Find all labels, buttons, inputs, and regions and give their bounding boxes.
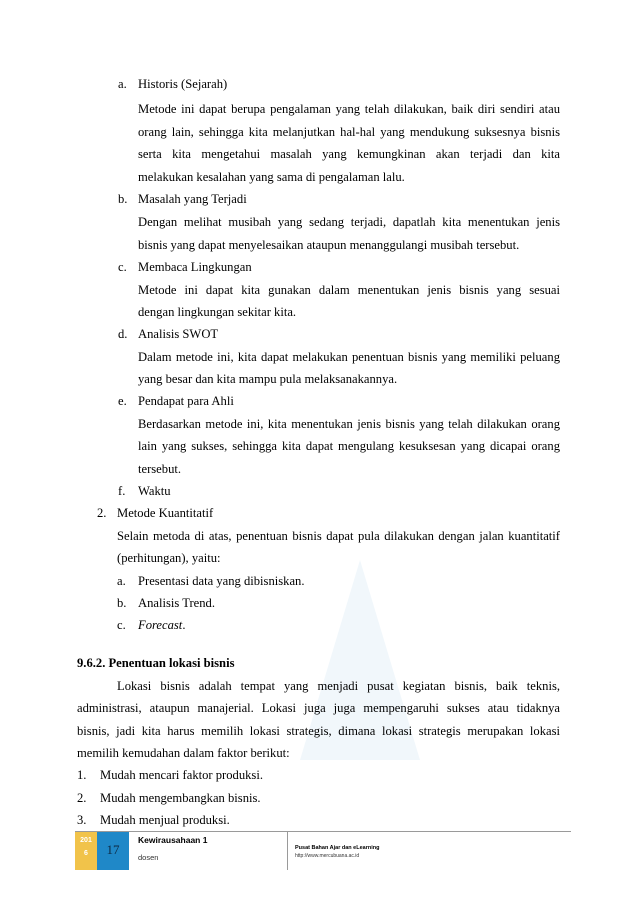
- list-item: Mudah mencari faktor produksi.: [100, 768, 263, 782]
- footer-separator: [287, 832, 288, 870]
- footer-rule: [75, 831, 571, 832]
- section-para-line: memilih kemudahan dalam faktor berikut:: [77, 746, 290, 760]
- sub-item-a: Presentasi data yang dibisniskan.: [138, 574, 305, 588]
- item-d-desc-line: yang besar dan kita mampu pula melaksanakannya.: [138, 372, 398, 386]
- list-item-number: 2.: [77, 791, 87, 805]
- item-c-title: Membaca Lingkungan: [138, 260, 252, 274]
- item-d-desc-line: Dalam metode ini, kita dapat melakukan penentuan bisnis yang memiliki peluang: [138, 350, 560, 364]
- sub-item-c-text: Forecast: [138, 618, 183, 632]
- item-c-desc-line: Metode ini dapat kita gunakan dalam menentukan jenis bisnis yang sesuai: [138, 283, 560, 297]
- section-para-line: bisnis, jadi kita harus memilih lokasi strategis, dimana lokasi strategis merupakan lokasi: [77, 724, 560, 738]
- footer-center-name: Pusat Bahan Ajar dan eLearning: [295, 845, 380, 851]
- section-para-line: Lokasi bisnis adalah tempat yang menjadi pusat kegiatan bisnis, baik teknis,: [117, 679, 560, 693]
- item-e-title: Pendapat para Ahli: [138, 394, 234, 408]
- section-para-line: administrasi, ataupun manajerial. Lokasi juga juga mempengaruhi sukses atau tidaknya: [77, 701, 560, 715]
- item-a-desc-line: serta kita mengetahui masalah yang kemungkinan akan terjadi dan kita: [138, 147, 560, 161]
- item-d-title: Analisis SWOT: [138, 327, 219, 341]
- item-2-desc-line: (perhitungan), yaitu:: [117, 551, 221, 565]
- section-heading: 9.6.2. Penentuan lokasi bisnis: [77, 656, 235, 670]
- footer-year-bottom: 6: [84, 850, 88, 857]
- footer-year-top: 201: [80, 837, 92, 844]
- item-e-desc-line: Berdasarkan metode ini, kita menentukan jenis bisnis yang telah dilakukan orang: [138, 417, 560, 431]
- item-e-desc-line: tersebut.: [138, 462, 182, 476]
- item-b-desc-line: Dengan melihat musibah yang sedang terjadi, dapatlah kita menentukan jenis: [138, 215, 560, 229]
- list-item: Mudah menjual produksi.: [100, 813, 230, 827]
- sub-item-c-period: .: [182, 618, 186, 632]
- item-f-label: f.: [118, 484, 126, 498]
- item-2-label: 2.: [97, 506, 107, 520]
- list-item: Mudah mengembangkan bisnis.: [100, 791, 261, 805]
- sub-item-b: Analisis Trend.: [138, 596, 215, 610]
- item-a-desc-line: melakukan kesalahan yang sama di pengalaman lalu.: [138, 170, 405, 184]
- footer-course-title: Kewirausahaan 1: [138, 835, 208, 845]
- item-d-label: d.: [118, 327, 128, 341]
- item-e-label: e.: [118, 394, 127, 408]
- item-c-desc-line: dengan lingkungan sekitar kita.: [138, 305, 297, 319]
- item-2-title: Metode Kuantitatif: [117, 506, 214, 520]
- item-a-title: Historis (Sejarah): [138, 77, 228, 91]
- item-a-label: a.: [118, 77, 127, 91]
- item-b-label: b.: [118, 192, 128, 206]
- list-item-number: 1.: [77, 768, 87, 782]
- footer-url: http://www.mercubuana.ac.id: [295, 853, 360, 859]
- list-item-number: 3.: [77, 813, 87, 827]
- item-b-title: Masalah yang Terjadi: [138, 192, 247, 206]
- item-b-desc-line: bisnis yang dapat menyelesaikan ataupun menanggulangi musibah tersebut.: [138, 238, 520, 252]
- sub-item-c-label: c.: [117, 618, 126, 632]
- item-e-desc-line: lain yang sukses, sehingga kita dapat mengulang kesuksesan yang dicapai orang: [138, 439, 560, 453]
- item-c-label: c.: [118, 260, 127, 274]
- page-number: 17: [106, 842, 120, 857]
- sub-item-a-label: a.: [117, 574, 126, 588]
- footer-year: [75, 836, 97, 858]
- sub-item-c: [138, 617, 185, 633]
- item-f-title: Waktu: [138, 484, 171, 498]
- item-a-desc-line: Metode ini dapat berupa pengalaman yang telah dilakukan, baik diri sendiri atau: [138, 102, 560, 116]
- footer-author: dosen: [138, 853, 159, 862]
- sub-item-b-label: b.: [117, 596, 127, 610]
- item-2-desc-line: Selain metoda di atas, penentuan bisnis dapat pula dilakukan dengan jalan kuantitatif: [117, 529, 560, 543]
- item-a-desc-line: orang lain, sehingga kita melanjutkan hal-hal yang mendukung suksesnya bisnis: [138, 125, 560, 139]
